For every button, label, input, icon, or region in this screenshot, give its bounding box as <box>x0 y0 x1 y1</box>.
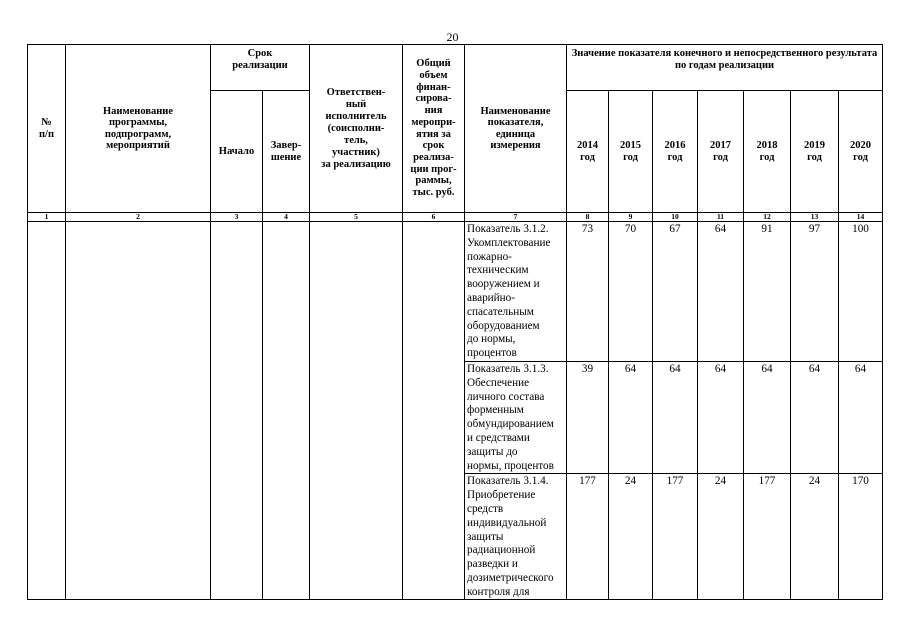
cell-end <box>263 222 310 600</box>
column-number: 10 <box>653 213 698 222</box>
value-cell: 100 <box>839 222 883 362</box>
indicator-name <box>465 474 567 600</box>
column-number: 12 <box>744 213 791 222</box>
value-cell: 177 <box>744 474 791 600</box>
year-label: 2014 <box>577 139 598 151</box>
value-cell: 24 <box>791 474 839 600</box>
value-cell: 91 <box>744 222 791 362</box>
header-year-2017 <box>698 91 744 213</box>
value-cell: 170 <box>839 474 883 600</box>
table-row <box>28 222 883 362</box>
value-cell: 73 <box>567 222 609 362</box>
column-number: 8 <box>567 213 609 222</box>
value-cell: 39 <box>567 361 609 473</box>
value-cell: 97 <box>791 222 839 362</box>
header-executor: Ответствен- ный исполнитель (соисполни- тель, участник) за реализацию <box>310 45 403 213</box>
value-cell: 177 <box>653 474 698 600</box>
column-number: 6 <box>403 213 465 222</box>
header-year-2016 <box>653 91 698 213</box>
column-number: 3 <box>211 213 263 222</box>
cell-volume <box>403 222 465 600</box>
header-year-2015 <box>609 91 653 213</box>
header-program-name: Наименование программы, подпрограмм, мероприятий <box>66 45 211 213</box>
year-unit: год <box>713 151 728 163</box>
cell-no <box>28 222 66 600</box>
page-number: 20 <box>446 30 459 44</box>
column-number: 2 <box>66 213 211 222</box>
year-unit: год <box>580 151 595 163</box>
header-year-2014 <box>567 91 609 213</box>
header-term: Срок реализации <box>211 45 310 91</box>
year-unit: год <box>759 151 775 163</box>
column-number: 13 <box>791 213 839 222</box>
year-label: 2019 <box>804 139 825 151</box>
header-values-group: Значение показателя конечного и непосредственного результата по годам реализации <box>567 45 883 91</box>
column-number: 7 <box>465 213 567 222</box>
column-number: 9 <box>609 213 653 222</box>
header-year-2019 <box>791 91 839 213</box>
indicator-name: Показатель 3.1.2. Укомплектование пожарно- техническим вооружением и аварийно- спасательным оборудованием до нормы, процентов <box>465 222 567 362</box>
header-end: Завер- шение <box>263 91 310 213</box>
column-number: 14 <box>839 213 883 222</box>
value-cell: 64 <box>839 361 883 473</box>
value-cell: 64 <box>744 361 791 473</box>
header-volume: Общий объем финан- сирова- ния меропри- ятия за срок реализа- ции прог- раммы, тыс. руб. <box>403 45 465 213</box>
value-cell: 70 <box>609 222 653 362</box>
value-cell: 24 <box>609 474 653 600</box>
column-number: 4 <box>263 213 310 222</box>
year-label: 2017 <box>710 139 731 151</box>
year-unit: год <box>807 151 822 163</box>
header-start: Начало <box>211 91 263 213</box>
header-no: № п/п <box>28 45 66 213</box>
year-label: 2020 <box>850 139 871 151</box>
column-number: 1 <box>28 213 66 222</box>
cell-start <box>211 222 263 600</box>
column-number: 11 <box>698 213 744 222</box>
indicator-name: Показатель 3.1.3. Обеспечение личного состава форменным обмундированием и средствами защиты до нормы, процентов <box>465 361 567 473</box>
year-label: 2018 <box>756 139 778 151</box>
year-unit: год <box>667 151 683 163</box>
value-cell: 64 <box>791 361 839 473</box>
year-unit: год <box>623 151 638 163</box>
column-number: 5 <box>310 213 403 222</box>
value-cell: 64 <box>698 361 744 473</box>
value-cell: 64 <box>653 361 698 473</box>
indicators-table-wrapper <box>27 44 883 600</box>
indicator-name-text: Показатель 3.1.4. Приобретение средств индивидуальной защиты радиационной разведки и дозиметрического контроля для <box>467 475 554 598</box>
value-cell: 177 <box>567 474 609 600</box>
column-numbers-row <box>28 213 883 222</box>
value-cell: 24 <box>698 474 744 600</box>
cell-executor <box>310 222 403 600</box>
value-cell: 64 <box>698 222 744 362</box>
year-label: 2015 <box>620 139 641 151</box>
indicators-table <box>27 44 883 600</box>
header-year-2018 <box>744 91 791 213</box>
year-unit: год <box>853 151 868 163</box>
cell-program-name <box>66 222 211 600</box>
header-year-2020 <box>839 91 883 213</box>
header-indicator: Наименование показателя, единица измерения <box>465 45 567 213</box>
value-cell: 64 <box>609 361 653 473</box>
year-label: 2016 <box>664 139 686 151</box>
value-cell: 67 <box>653 222 698 362</box>
